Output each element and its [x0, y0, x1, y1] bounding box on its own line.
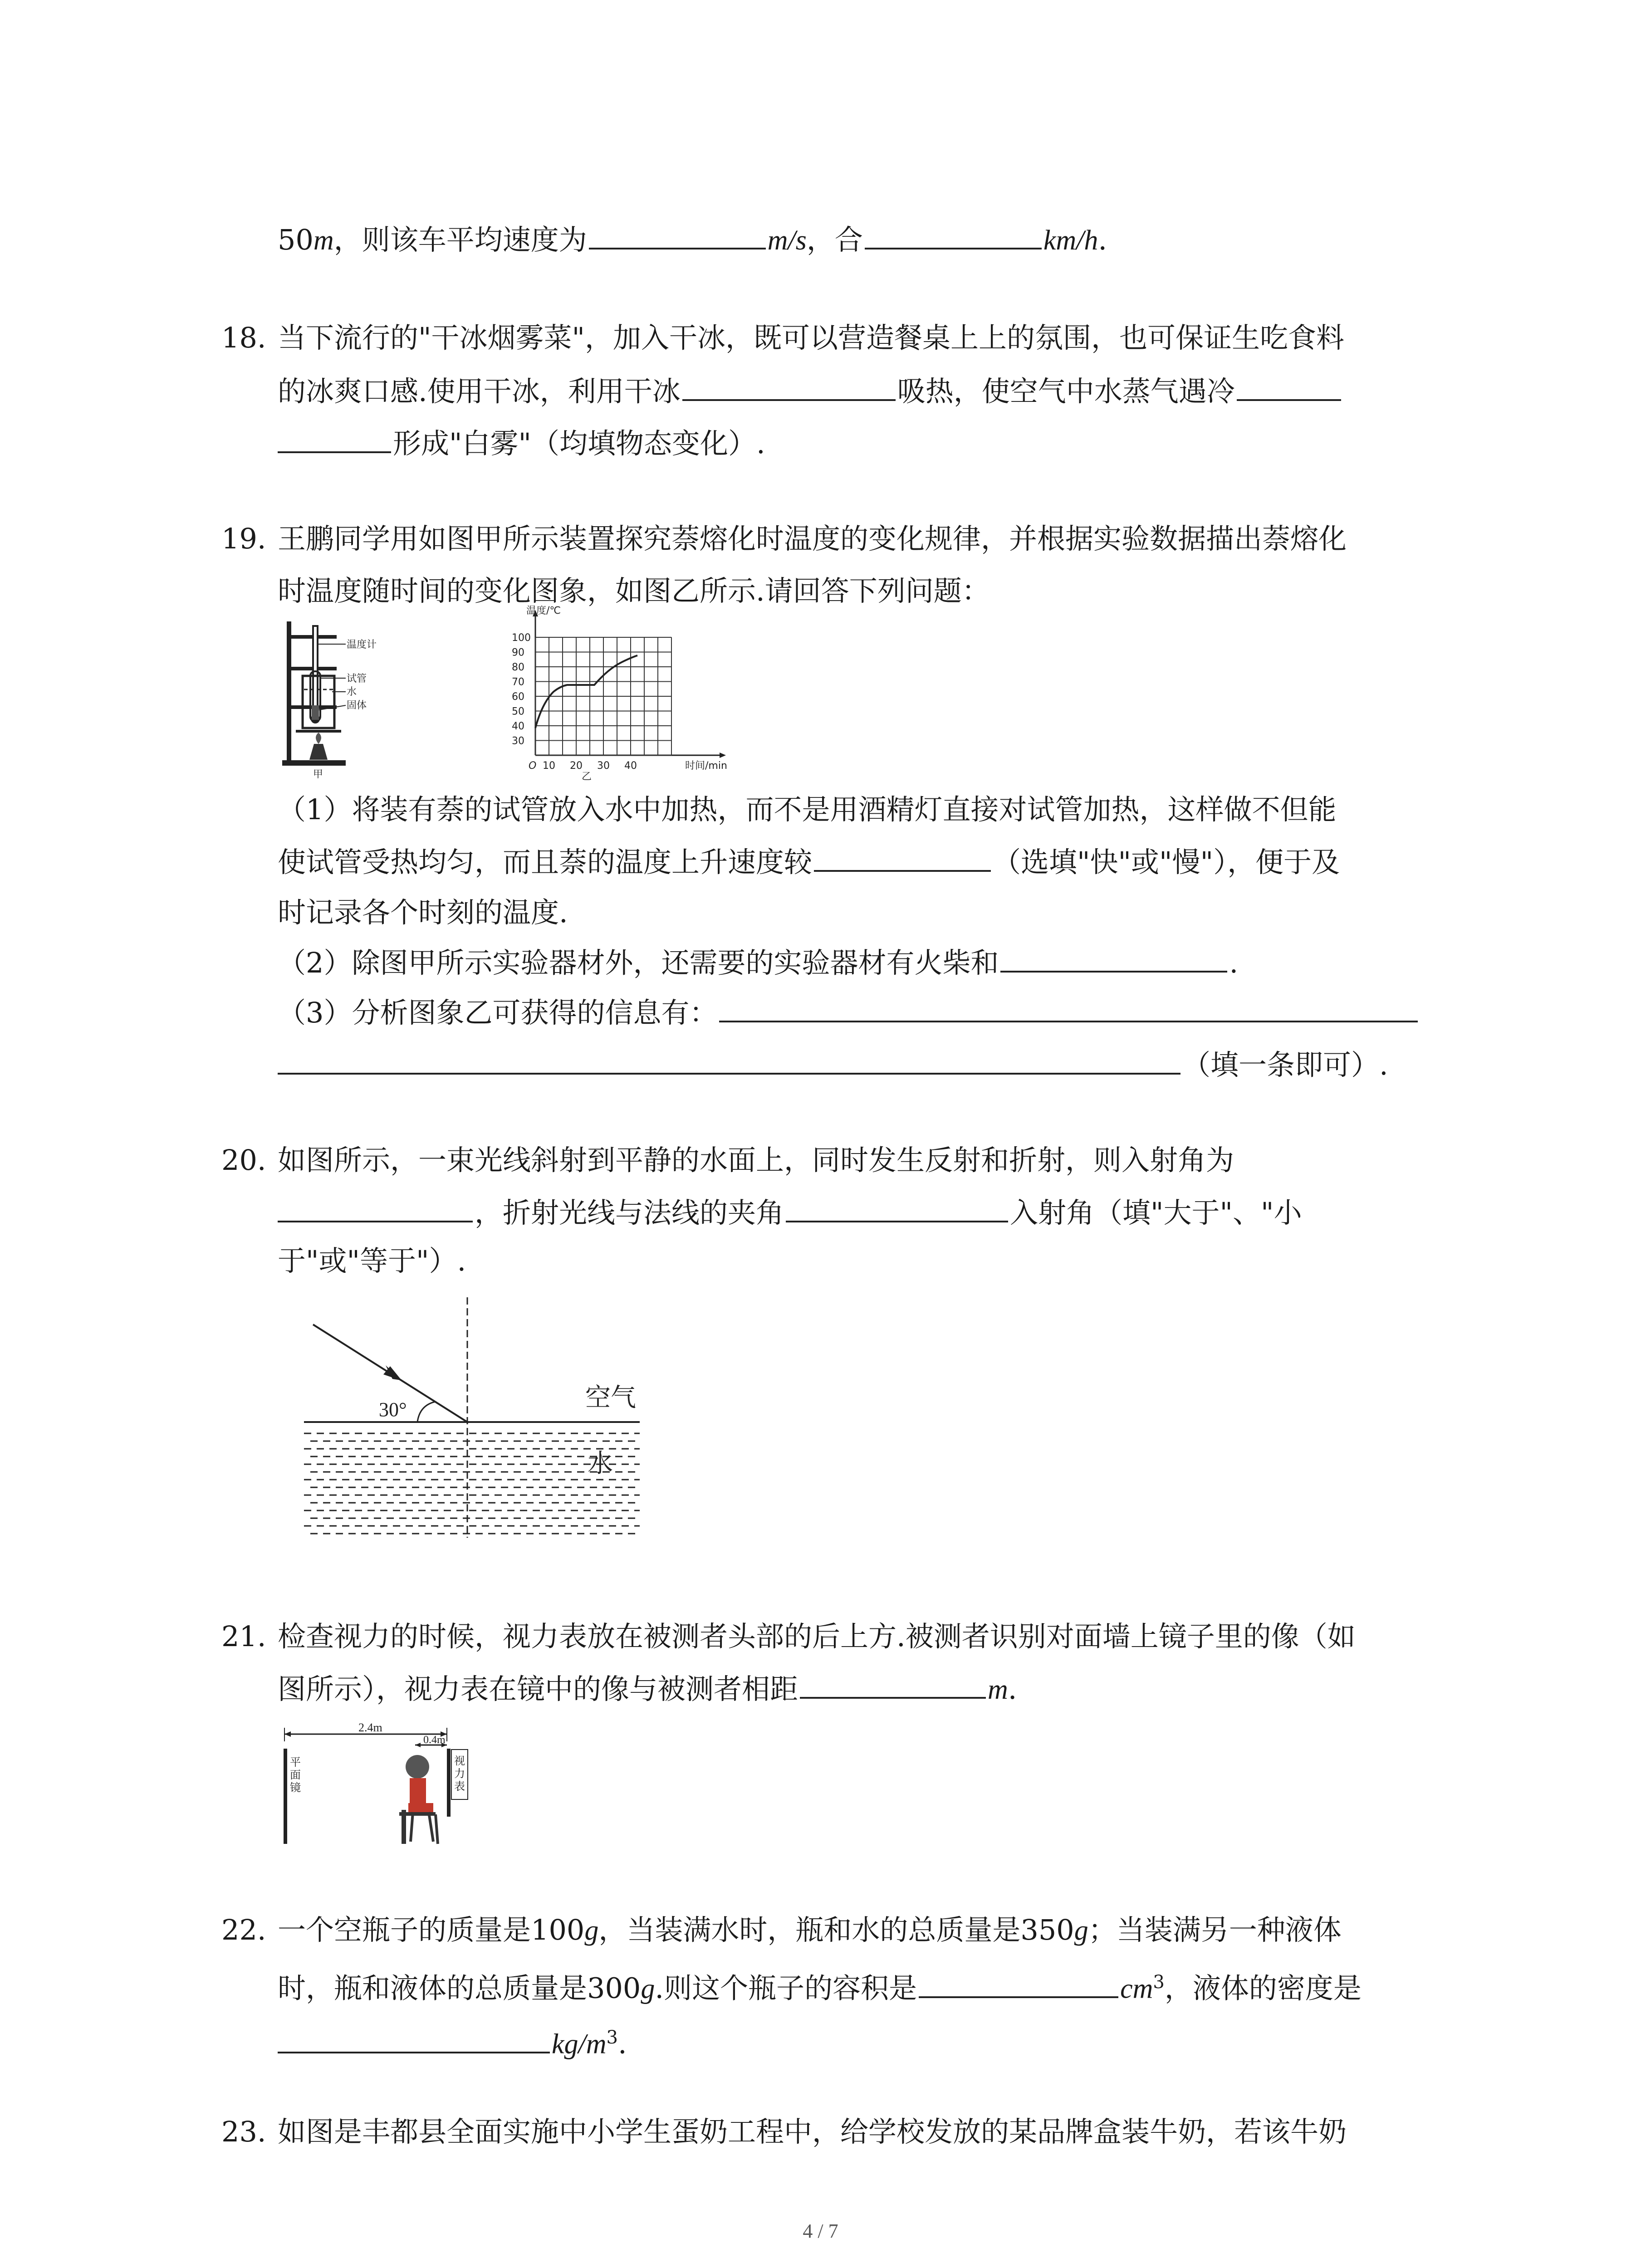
q22-line2: 时，瓶和液体的总质量是300g.则这个瓶子的容积是 $cm^3$，液体的密度是 — [278, 1964, 1362, 2007]
q18-line3: 形成"白雾"（均填物态变化）. — [278, 425, 765, 462]
mirror-label: 平面镜 — [290, 1756, 301, 1794]
answer-blank[interactable] — [278, 2025, 550, 2053]
answer-blank[interactable] — [682, 373, 896, 401]
graph-ytick: 40 — [512, 721, 524, 732]
label-water: 水 — [347, 686, 357, 698]
q18-number: 18. — [221, 321, 266, 354]
q21-line1: 检查视力的时候，视力表放在被测者头部的后上方.被测者识别对面墙上镜子里的像（如 — [278, 1620, 1356, 1653]
figure-apparatus — [278, 617, 387, 780]
graph-origin: O — [529, 760, 537, 772]
q20-number: 20. — [221, 1144, 266, 1177]
q19-number: 19. — [221, 522, 266, 555]
graph-xtick: 30 — [597, 760, 610, 772]
graph-ytick: 80 — [512, 662, 524, 673]
graph-xlabel: 时间/min — [685, 760, 727, 772]
distance-mirror: 2.4m — [358, 1721, 382, 1734]
graph-ytick: 100 — [512, 632, 531, 644]
answer-blank[interactable] — [278, 1194, 473, 1222]
answer-blank[interactable] — [919, 1970, 1118, 1998]
label-thermometer: 温度计 — [347, 639, 377, 650]
q19-sub3-line2: （填一条即可）. — [278, 1046, 1388, 1083]
q19-line1: 王鹏同学用如图甲所示装置探究萘熔化时温度的变化规律，并根据实验数据描出萘熔化 — [278, 522, 1347, 555]
answer-blank[interactable] — [865, 221, 1042, 249]
answer-blank[interactable] — [1000, 944, 1227, 973]
q23-number: 23. — [221, 2115, 266, 2148]
caption-yi: 乙 — [582, 771, 592, 780]
graph-ytick: 90 — [512, 647, 524, 659]
q20-line1: 如图所示，一束光线斜射到平静的水面上，同时发生反射和折射，则入射角为 — [278, 1144, 1234, 1177]
graph-xtick: 10 — [543, 760, 555, 772]
caption-jia: 甲 — [313, 769, 323, 780]
q22-line1: 一个空瓶子的质量是100g，当装满水时，瓶和水的总质量是350g；当装满另一种液体 — [278, 1913, 1342, 1946]
label-solid: 固体 — [347, 700, 367, 711]
answer-blank[interactable] — [589, 221, 766, 249]
graph-xtick: 40 — [624, 760, 637, 772]
page-number: 4 / 7 — [803, 2220, 838, 2242]
answer-blank[interactable] — [786, 1194, 1008, 1222]
q19-sub1-line3: 时记录各个时刻的温度. — [278, 896, 568, 929]
q18-line2: 的冰爽口感.使用干冰，利用干冰 吸热，使空气中水蒸气遇冷 — [278, 373, 1343, 410]
q19-sub1-line2: 使试管受热均匀，而且萘的温度上升速度较 （选填"快"或"慢"），便于及 — [278, 844, 1340, 880]
answer-blank[interactable] — [1237, 373, 1341, 401]
q20-line3: 于"或"等于"）. — [278, 1244, 466, 1277]
air-label: 空气 — [585, 1383, 636, 1413]
q19-sub3: （3）分析图象乙可获得的信息有： — [278, 994, 1420, 1031]
label-tube: 试管 — [347, 673, 367, 684]
q21-number: 21. — [221, 1620, 266, 1653]
distance-chart: 0.4m — [423, 1734, 446, 1746]
figure-refraction — [304, 1297, 649, 1551]
water-label: 水 — [588, 1449, 613, 1478]
graph-ytick: 60 — [512, 691, 524, 703]
answer-blank[interactable] — [719, 994, 1418, 1022]
answer-blank[interactable] — [800, 1671, 986, 1699]
graph-xtick: 20 — [570, 760, 583, 772]
q22-number: 22. — [221, 1913, 266, 1946]
q21-line2: 图所示），视力表在镜中的像与被测者相距 m. — [278, 1671, 1017, 1708]
graph-ytick: 50 — [512, 706, 524, 718]
graph-ylabel: 温度/℃ — [526, 606, 561, 616]
answer-blank[interactable] — [278, 1046, 1181, 1075]
temperature-graph — [508, 606, 744, 780]
q19-sub2: （2）除图甲所示实验器材外，还需要的实验器材有火柴和 . — [278, 944, 1238, 981]
figure-graph — [508, 606, 744, 780]
graph-ytick: 70 — [512, 676, 524, 688]
figure-vision-test — [279, 1721, 506, 1857]
q18-line1: 当下流行的"干冰烟雾菜"，加入干冰，既可以营造餐桌上上的氛围，也可保证生吃食料 — [278, 321, 1345, 354]
q19-line2: 时温度随时间的变化图象，如图乙所示.请回答下列问题： — [278, 574, 990, 607]
q20-line2: ，折射光线与法线的夹角 入射角（填"大于"、"小 — [278, 1194, 1302, 1231]
answer-blank[interactable] — [814, 844, 991, 872]
q22-line3: $kg/m^3$. — [278, 2019, 627, 2063]
q17-line: 50m，则该车平均速度为 m/s，合 km/h. — [278, 221, 1107, 259]
chart-label: 视力表 — [454, 1755, 465, 1793]
answer-blank[interactable] — [278, 425, 391, 453]
q23-line1: 如图是丰都县全面实施中小学生蛋奶工程中，给学校发放的某品牌盒装牛奶，若该牛奶 — [278, 2115, 1347, 2148]
angle-label: 30° — [379, 1398, 407, 1421]
graph-ytick: 30 — [512, 735, 524, 747]
q19-sub1-line1: （1）将装有萘的试管放入水中加热，而不是用酒精灯直接对试管加热，这样做不但能 — [278, 793, 1337, 826]
